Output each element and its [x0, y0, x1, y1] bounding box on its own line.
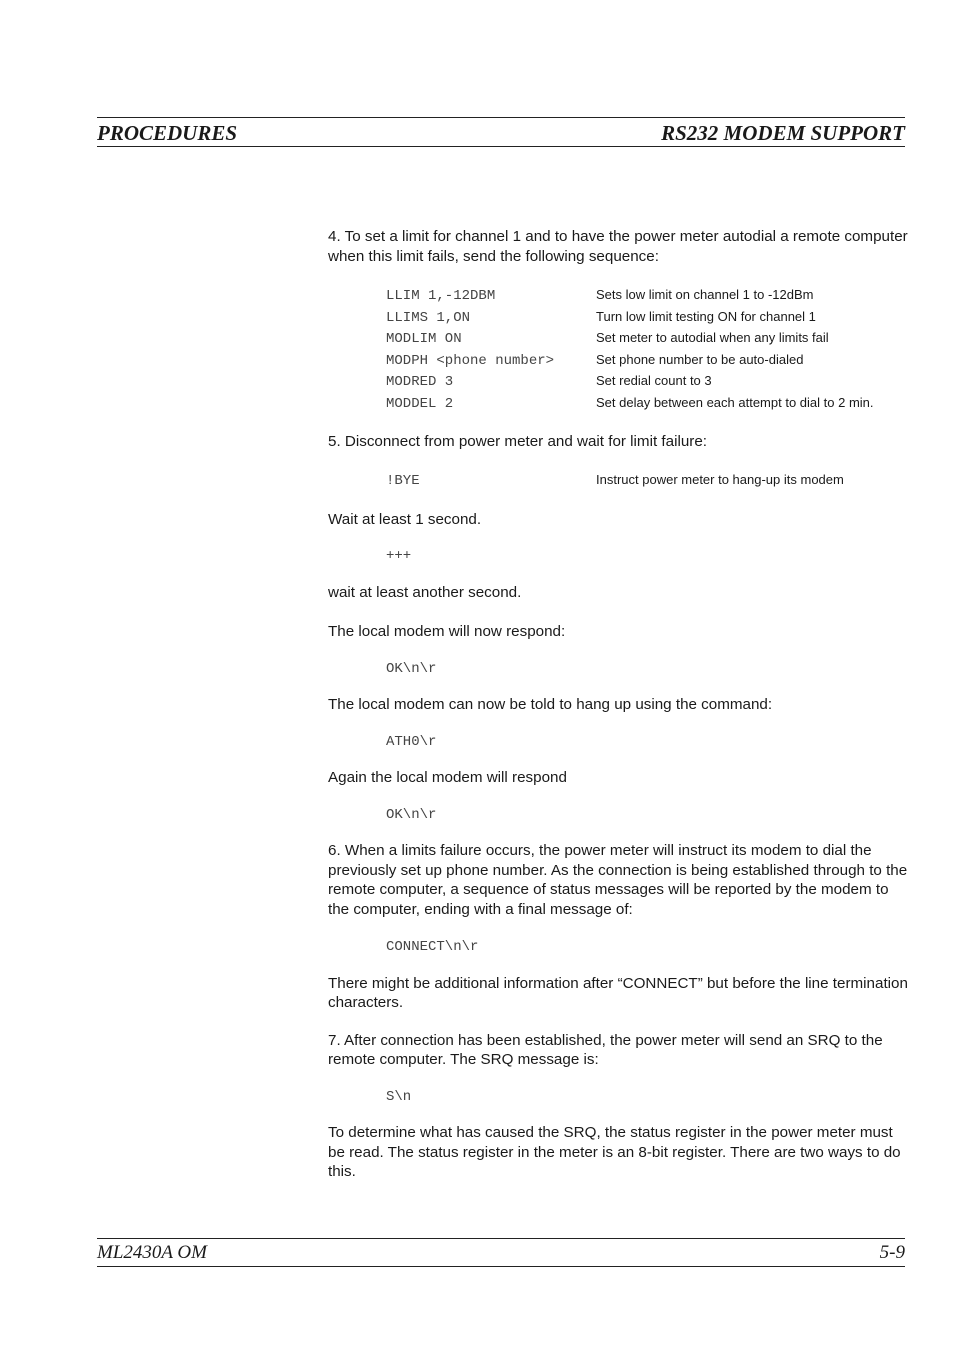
command-description: Instruct power meter to hang-up its modem — [596, 472, 844, 488]
hangup-text: The local modem can now be told to hang up using the command: — [328, 696, 773, 714]
page-body — [328, 227, 908, 1182]
command-row — [386, 393, 908, 415]
footer-manual-title: ML2430A OM — [97, 1241, 207, 1263]
command-row — [386, 371, 908, 393]
code-connect: CONNECT\n\r — [386, 939, 479, 956]
step-4-text: 4. To set a limit for channel 1 and to have the power meter autodial a remote computer when this limit fails, send the following sequence: — [328, 228, 908, 265]
command-code: LLIMS 1,ON — [386, 309, 471, 326]
command-code: MODLIM ON — [386, 331, 462, 348]
code-ok-1: OK\n\r — [386, 660, 437, 677]
step-6-text: 6. When a limits failure occurs, the power meter will instruct its modem to dial the previously set up phone number. As the connection is being established through to the remote computer, a sequence of status messages will be reported by the modem to the computer, ending with a final message of: — [328, 842, 908, 918]
respond-1-text: The local modem will now respond: — [328, 623, 566, 641]
step-7-text: 7. After connection has been established, the power meter will send an SRQ to the remote computer. The SRQ message is: — [328, 1031, 883, 1069]
command-code: !BYE — [386, 473, 420, 490]
command-code: LLIM 1,-12DBM — [386, 288, 496, 304]
code-ath0: ATH0\r — [386, 733, 437, 750]
command-description: Turn low limit testing ON for channel 1 — [596, 308, 816, 324]
command-description: Set delay between each attempt to dial to 2 min. — [596, 394, 874, 410]
command-sequence-4 — [386, 285, 908, 415]
command-description: Set meter to autodial when any limits fail — [596, 330, 829, 346]
wait-1-text: Wait at least 1 second. — [328, 510, 482, 528]
command-description: Sets low limit on channel 1 to -12dBm — [596, 287, 814, 302]
command-row — [386, 328, 908, 350]
command-description: Set redial count to 3 — [596, 373, 712, 389]
code-srq: S\n — [386, 1088, 412, 1105]
wait-2-text: wait at least another second. — [328, 583, 522, 601]
command-description: Set phone number to be auto-dialed — [596, 351, 804, 367]
final-paragraph: To determine what has caused the SRQ, the status register in the power meter must be read. The status register in the meter is an 8-bit register. There are two ways to do this. — [328, 1124, 901, 1181]
header-section-title: PROCEDURES — [97, 120, 238, 145]
step-5-text: 5. Disconnect from power meter and wait for limit failure: — [328, 432, 707, 450]
command-row — [386, 350, 908, 372]
command-sequence-5 — [386, 470, 908, 492]
command-code: MODPH <phone number> — [386, 352, 555, 369]
command-row — [386, 307, 908, 329]
page-header — [97, 117, 905, 147]
page-footer — [97, 1238, 905, 1267]
command-code: MODDEL 2 — [386, 395, 454, 412]
code-escape: +++ — [386, 548, 412, 565]
additional-info-text: There might be additional information after “CONNECT” but before the line termination characters. — [328, 974, 908, 1012]
header-chapter-title: RS232 MODEM SUPPORT — [661, 120, 905, 145]
code-ok-2: OK\n\r — [386, 806, 437, 823]
respond-2-text: Again the local modem will respond — [328, 769, 567, 787]
command-row — [386, 285, 908, 307]
command-row — [386, 470, 908, 492]
page-number: 5-9 — [879, 1241, 905, 1263]
command-code: MODRED 3 — [386, 374, 454, 391]
